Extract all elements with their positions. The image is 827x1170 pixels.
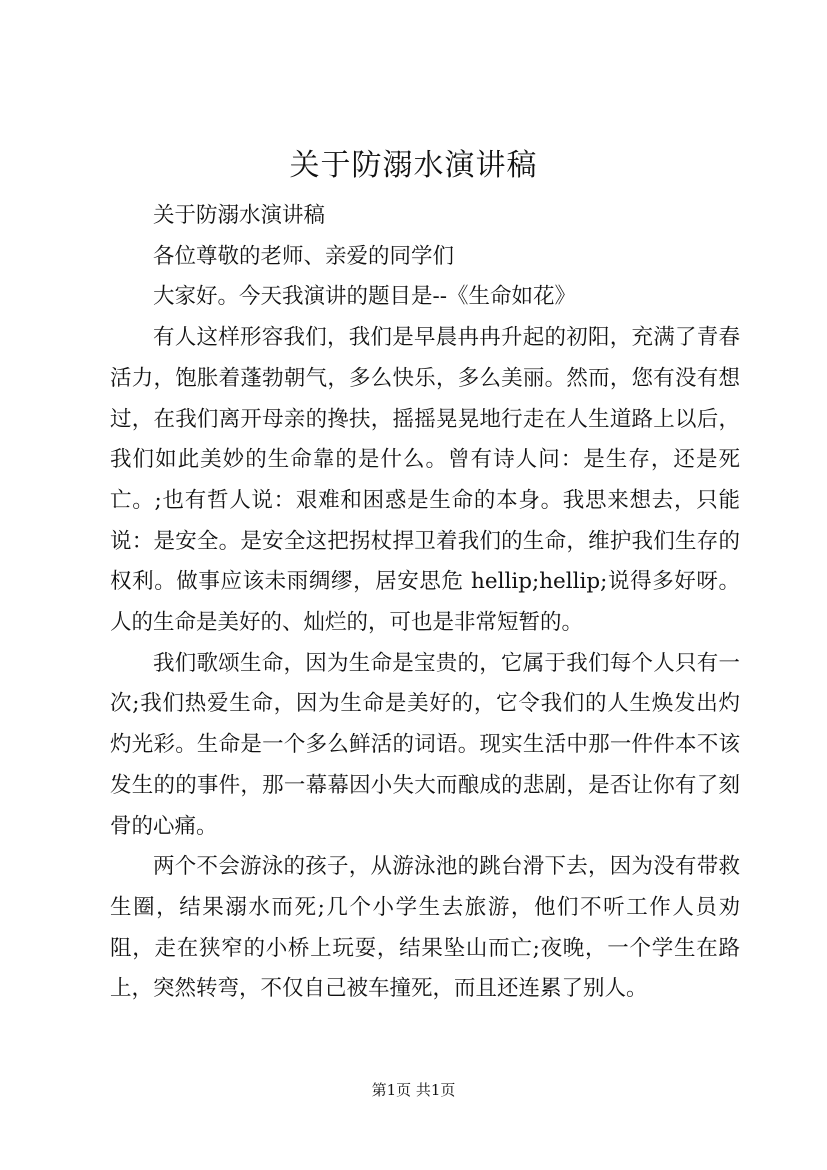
document-body bbox=[110, 196, 740, 1010]
paragraph-subtitle: 关于防溺水演讲稿 bbox=[153, 203, 326, 228]
paragraph-greeting: 各位尊敬的老师、亲爱的同学们 bbox=[153, 243, 455, 269]
paragraph-body: 有人这样形容我们，我们是早晨冉冉升起的初阳，充满了青春活力，饱胀着蓬勃朝气，多么快乐，多么美丽。然而，您有没有想过，在我们离开母亲的搀扶，摇摇晃晃地行走在人生道路上以后，我们如此美妙的生命靠的是什么。曾有诗人问：是生存，还是死亡。;也有哲人说：艰难和困惑是生命的本身。我思来想去，只能说：是安全。是安全这把拐杖捍卫着我们的生命，维护我们生存的权利。做事应该未雨绸缪，居安思危 hellip;hellip;说得多好呀。人的生命是美好的、灿烂的，可也是非常短暂的。 bbox=[110, 325, 740, 636]
page-number-footer: 第1页 共1页 bbox=[371, 1081, 456, 1099]
paragraph-body: 我们歌颂生命，因为生命是宝贵的，它属于我们每个人只有一次;我们热爱生命，因为生命是美好的，它令我们的人生焕发出灼灼光彩。生命是一个多么鲜活的词语。现实生活中那一件件本不该发生的的事件，那一幕幕因小失大而酿成的悲剧，是否让你有了刻骨的心痛。 bbox=[110, 650, 740, 839]
paragraph-intro: 大家好。今天我演讲的题目是--《生命如花》 bbox=[153, 284, 577, 310]
paragraph-body: 两个不会游泳的孩子，从游泳池的跳台滑下去，因为没有带救生圈，结果溺水而死;几个小学生去旅游，他们不听工作人员劝阻，走在狭窄的小桥上玩耍，结果坠山而亡;夜晚，一个学生在路上，突然转弯，不仅自己被车撞死，而且还连累了别人。 bbox=[110, 854, 740, 1002]
document-title: 关于防溺水演讲稿 bbox=[289, 148, 538, 183]
